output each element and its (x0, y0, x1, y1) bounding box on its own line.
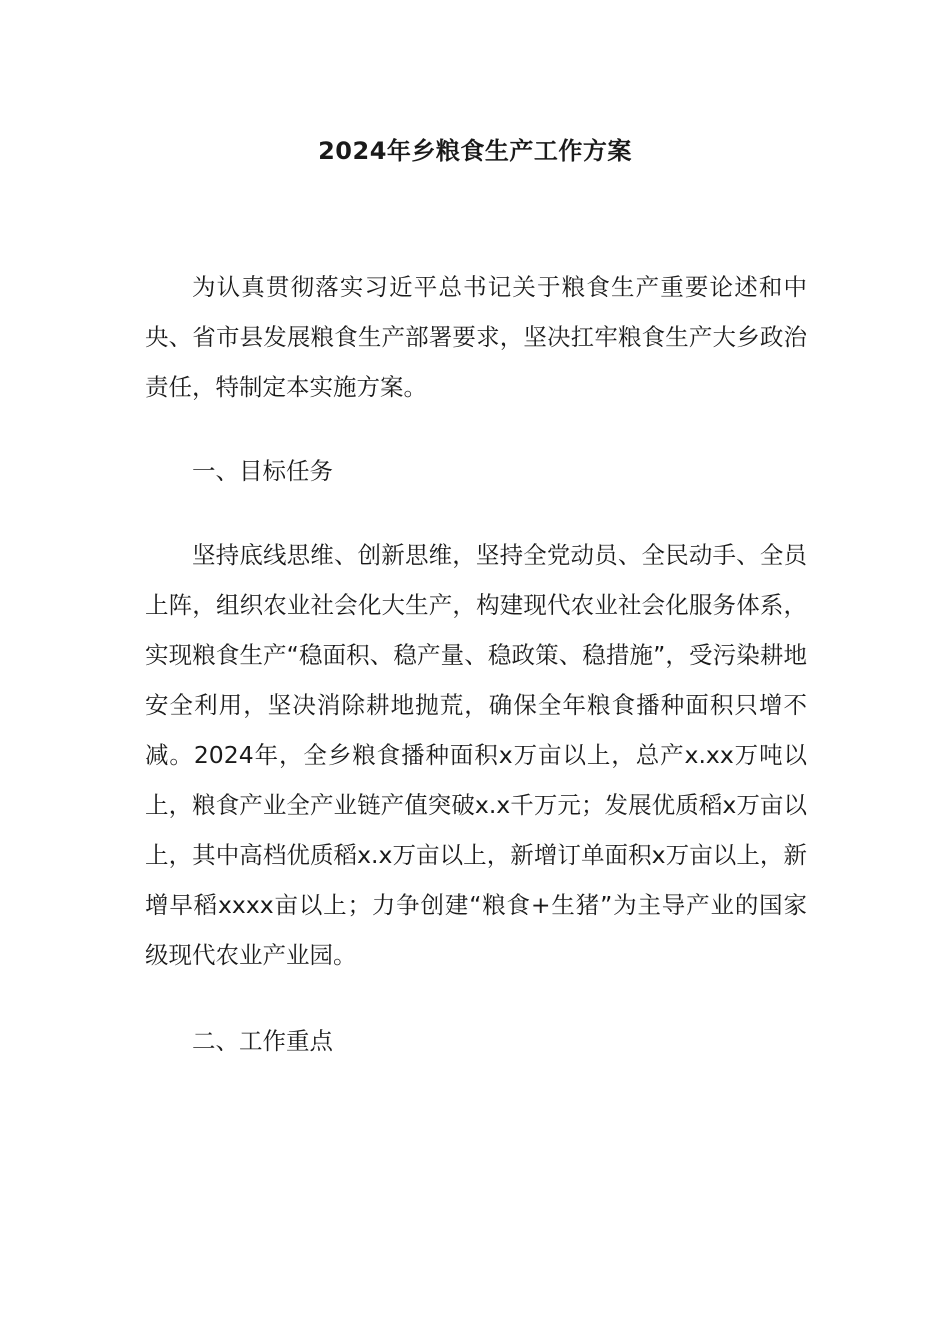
goals-paragraph: 坚持底线思维、创新思维，坚持全党动员、全民动手、全员上阵，组织农业社会化大生产，构建现代农业社会化服务体系，实现粮食生产“稳面积、稳产量、稳政策、稳措施”，受污染耕地安全利用，坚决消除耕地抛荒，确保全年粮食播种面积只增不减。2024年，全乡粮食播种面积x万亩以上，总产x.xx万吨以上，粮食产业全产业链产值突破x.x千万元；发展优质稻x万亩以上，其中高档优质稻x.x万亩以上，新增订单面积x万亩以上，新增早稻xxxx亩以上；力争创建“粮食+生猪”为主导产业的国家级现代农业产业园。 (145, 541, 807, 969)
section-heading-goals: 一、目标任务 (192, 457, 333, 485)
paragraph-spacer (145, 412, 807, 446)
paragraph-spacer (145, 496, 807, 530)
document-title: 2024年乡粮食生产工作方案 (318, 137, 632, 165)
intro-paragraph: 为认真贯彻落实习近平总书记关于粮食生产重要论述和中央、省市县发展粮食生产部署要求，坚决扛牢粮食生产大乡政治责任，特制定本实施方案。 (145, 273, 807, 401)
section-heading-priorities: 二、工作重点 (192, 1027, 333, 1055)
paragraph-spacer (145, 980, 807, 1016)
document-body (145, 262, 807, 1066)
